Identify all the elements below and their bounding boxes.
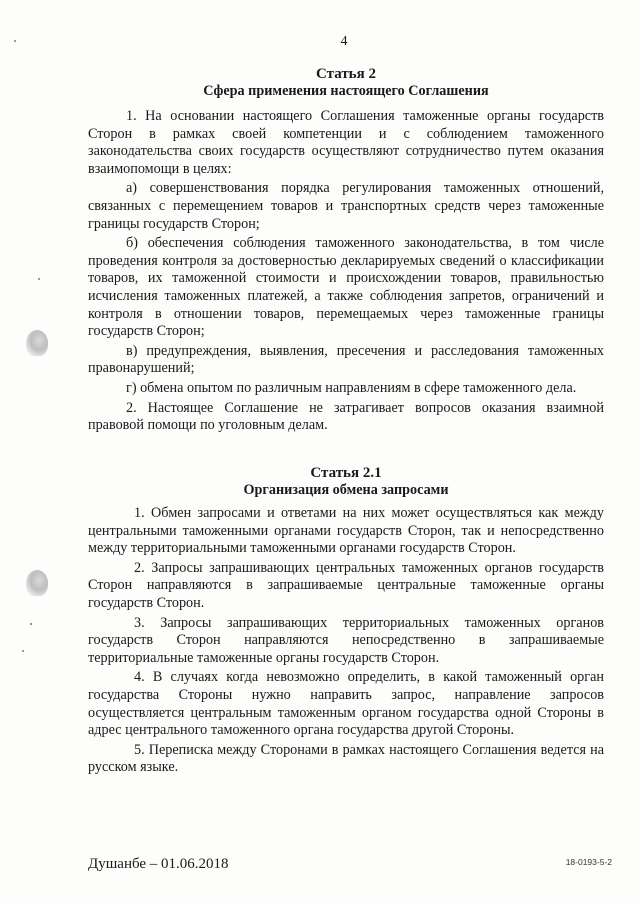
footer-place-date: Душанбе – 01.06.2018	[88, 856, 229, 872]
punch-hole	[26, 570, 48, 596]
scan-speck	[14, 40, 16, 42]
paragraph: 2. Настоящее Соглашение не затрагивает вопросов оказания взаимной правовой помощи по уголовным делам.	[88, 399, 604, 434]
paragraph: г) обмена опытом по различным направлениям в сфере таможенного дела.	[126, 379, 577, 396]
article-subtitle: Организация обмена запросами	[243, 482, 449, 498]
article-title: Статья 2	[316, 66, 376, 82]
article-2-1	[88, 465, 604, 779]
paragraph: 5. Переписка между Сторонами в рамках настоящего Соглашения ведется на русском языке.	[88, 741, 604, 776]
paragraph: а) совершенствования порядка регулирования таможенных отношений, связанных с перемещением товаров и транспортных средств через таможенные границы государств Сторон;	[88, 180, 604, 232]
paragraph: 1. На основании настоящего Соглашения таможенные органы государств Сторон в рамках своей компетенции и с соблюдением таможенного законодательства своих государств осуществляют сотрудничество путем оказания взаимопомощи в целях:	[88, 108, 604, 177]
scan-speck	[30, 623, 32, 625]
paragraph: 4. В случаях когда невозможно определить, в какой таможенный орган государства Стороны нужно направить запрос, направление запросов осуществляется центральным таможенным органом государства одной Стороны в адрес центрального таможенного органа государства другой Стороны.	[88, 669, 604, 739]
footer-doc-code: 18-0193-5-2	[565, 857, 612, 867]
article-2	[88, 66, 604, 437]
punch-hole	[26, 330, 48, 356]
paragraph: б) обеспечения соблюдения таможенного законодательства, в том числе проведения контроля за достоверностью декларируемых сведений о классификации товаров, их таможенной стоимости и происхождении товаров, правильностью исчисления таможенных платежей, а также соблюдения запретов, ограничений и контроля в отношении товаров, перемещаемых через таможенные границы государств Сторон;	[88, 235, 604, 340]
paragraph: 2. Запросы запрашивающих центральных таможенных органов государств Сторон направляются в запрашиваемые центральные таможенные органы государств Сторон.	[88, 559, 604, 611]
paragraph: 3. Запросы запрашивающих территориальных таможенных органов государств Сторон направляются непосредственно в запрашиваемые территориальные таможенные органы государств Сторон.	[88, 614, 604, 666]
article-subtitle: Сфера применения настоящего Соглашения	[203, 83, 489, 99]
page-number: 4	[340, 34, 348, 49]
paragraph: в) предупреждения, выявления, пресечения и расследования таможенных правонарушений;	[88, 342, 604, 377]
article-title: Статья 2.1	[310, 465, 382, 481]
scan-speck	[38, 278, 40, 280]
paragraph: 1. Обмен запросами и ответами на них может осуществляться как между центральными таможенными органами государств Сторон, так и непосредственно между территориальными таможенными органами государств Сторон.	[88, 505, 604, 557]
scan-speck	[22, 650, 24, 652]
